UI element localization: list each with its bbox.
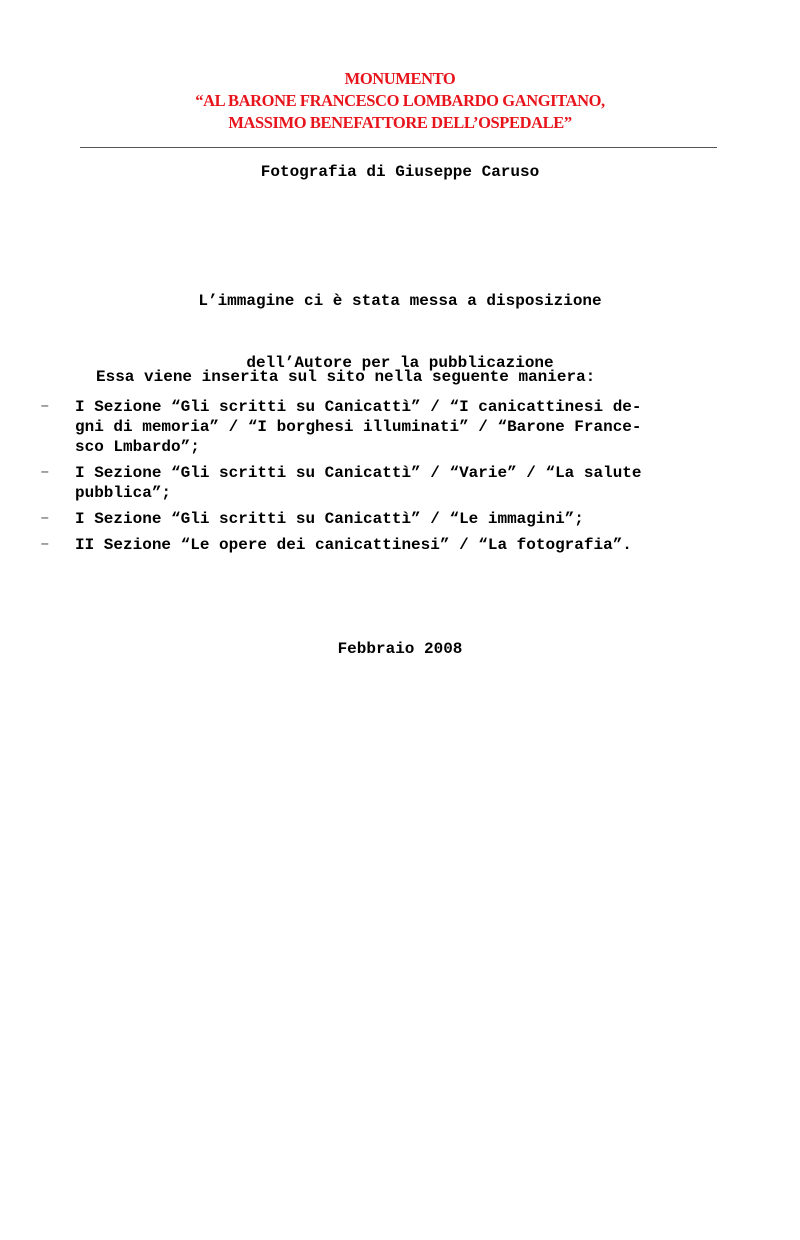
list-item-line: I Sezione “Gli scritti su Canicattì” / “I canicattinesi de- bbox=[75, 398, 642, 416]
availability-line-1: L’immagine ci è stata messa a disposizione bbox=[198, 292, 602, 310]
list-item bbox=[40, 397, 642, 457]
title-line-1: MONUMENTO bbox=[344, 69, 456, 88]
list-item-line: gni di memoria” / “I borghesi illuminati” / “Barone France- bbox=[75, 418, 642, 436]
list-item bbox=[40, 535, 642, 555]
title-divider bbox=[80, 147, 717, 148]
bullet-dash: – bbox=[40, 463, 50, 481]
list-item bbox=[40, 509, 642, 529]
title-line-3: MASSIMO BENEFATTORE DELL’OSPEDALE” bbox=[228, 113, 572, 132]
placement-intro: Essa viene inserita sul sito nella seguente maniera: bbox=[96, 368, 596, 386]
placement-list bbox=[40, 397, 642, 561]
list-item-line: I Sezione “Gli scritti su Canicattì” / “Le immagini”; bbox=[75, 510, 584, 528]
availability-line-2: dell’Autore per la pubblicazione bbox=[246, 354, 554, 372]
monument-title bbox=[0, 68, 800, 134]
list-item-line: sco Lmbardo”; bbox=[75, 438, 200, 456]
list-item-line: pubblica”; bbox=[75, 484, 172, 502]
title-line-2: “AL BARONE FRANCESCO LOMBARDO GANGITANO, bbox=[195, 91, 605, 110]
bullet-dash: – bbox=[40, 509, 50, 527]
list-item bbox=[40, 463, 642, 503]
bullet-dash: – bbox=[40, 535, 50, 553]
list-item-line: I Sezione “Gli scritti su Canicattì” / “Varie” / “La salute bbox=[75, 464, 642, 482]
document-date: Febbraio 2008 bbox=[337, 640, 463, 658]
list-item-line: II Sezione “Le opere dei canicattinesi” / “La fotografia”. bbox=[75, 536, 632, 554]
bullet-dash: – bbox=[40, 397, 50, 415]
photo-credit: Fotografia di Giuseppe Caruso bbox=[260, 163, 540, 181]
